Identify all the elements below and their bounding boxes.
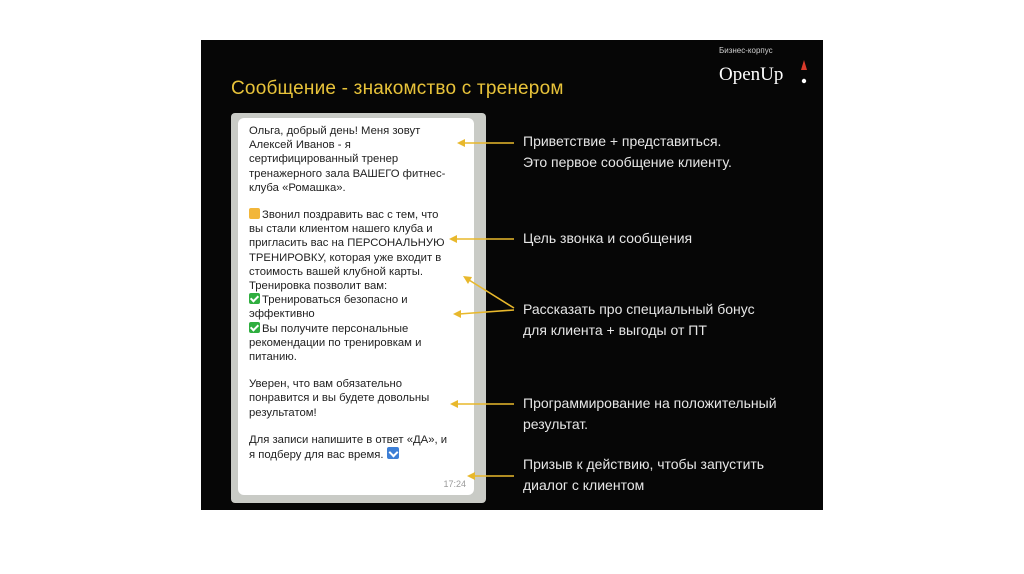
annotation-greeting-line2: Это первое сообщение клиенту. xyxy=(523,154,732,170)
annotation-positive-line2: результат. xyxy=(523,416,589,432)
annotation-bonus-line2: для клиента + выгоды от ПТ xyxy=(523,322,707,338)
arrow-bonus-lower xyxy=(453,310,514,318)
annotation-bonus-line1: Рассказать про специальный бонус xyxy=(523,301,755,317)
annotation-greeting-line1: Приветствие + представиться. xyxy=(523,133,722,149)
arrow-greeting xyxy=(457,139,514,147)
annotation-arrows xyxy=(201,40,823,510)
message-greeting: Ольга, добрый день! Меня зовут Алексей Иванов - я сертифицированный тренер тренажерного зала ВАШЕГО фитнес- клуба «Ромашка». xyxy=(249,125,446,194)
slide-title: Сообщение - знакомство с тренером xyxy=(231,78,564,99)
annotation-greeting xyxy=(523,131,732,173)
message-benefit-2-text: Вы получите персональные рекомендации по тренировкам и питанию. xyxy=(249,322,422,364)
arrow-bonus-upper xyxy=(463,276,514,308)
arrow-purpose xyxy=(449,235,514,243)
message-positive-close: Уверен, что вам обязательно понравится и вы будете довольны результатом! xyxy=(249,378,430,419)
arrow-positive xyxy=(450,400,514,408)
brand-name: OpenUp xyxy=(719,64,784,85)
message-benefits-intro: Тренировка позволит вам: xyxy=(249,280,388,293)
annotation-purpose-line1: Цель звонка и сообщения xyxy=(523,230,693,246)
annotation-positive xyxy=(523,393,777,435)
annotation-positive-line1: Программирование на положительный xyxy=(523,395,777,411)
message-timestamp: 17:24 xyxy=(443,478,466,489)
annotation-call-to-action-line2: диалог с клиентом xyxy=(523,477,645,493)
arrow-call-to-action xyxy=(467,472,514,480)
presentation-slide xyxy=(201,40,823,510)
message-purpose-text: Звонил поздравить вас с тем, что вы стали клиентом нашего клуба и пригласить вас на ПЕРСОНАЛЬНУЮ ТРЕНИРОВКУ, которая уже входит в стоимость вашей клубной карты. xyxy=(249,209,445,278)
message-benefit-1-text: Тренироваться безопасно и эффективно xyxy=(249,294,408,321)
annotation-purpose xyxy=(523,228,692,249)
brand-tagline: Бизнес-корпус xyxy=(719,46,773,55)
annotation-call-to-action-line1: Призыв к действию, чтобы запустить xyxy=(523,456,765,472)
annotation-call-to-action xyxy=(523,454,764,496)
message-call-to-action-text: Для записи напишите в ответ «ДА», и я подберу для вас время. xyxy=(249,433,448,462)
annotation-bonus xyxy=(523,299,755,341)
